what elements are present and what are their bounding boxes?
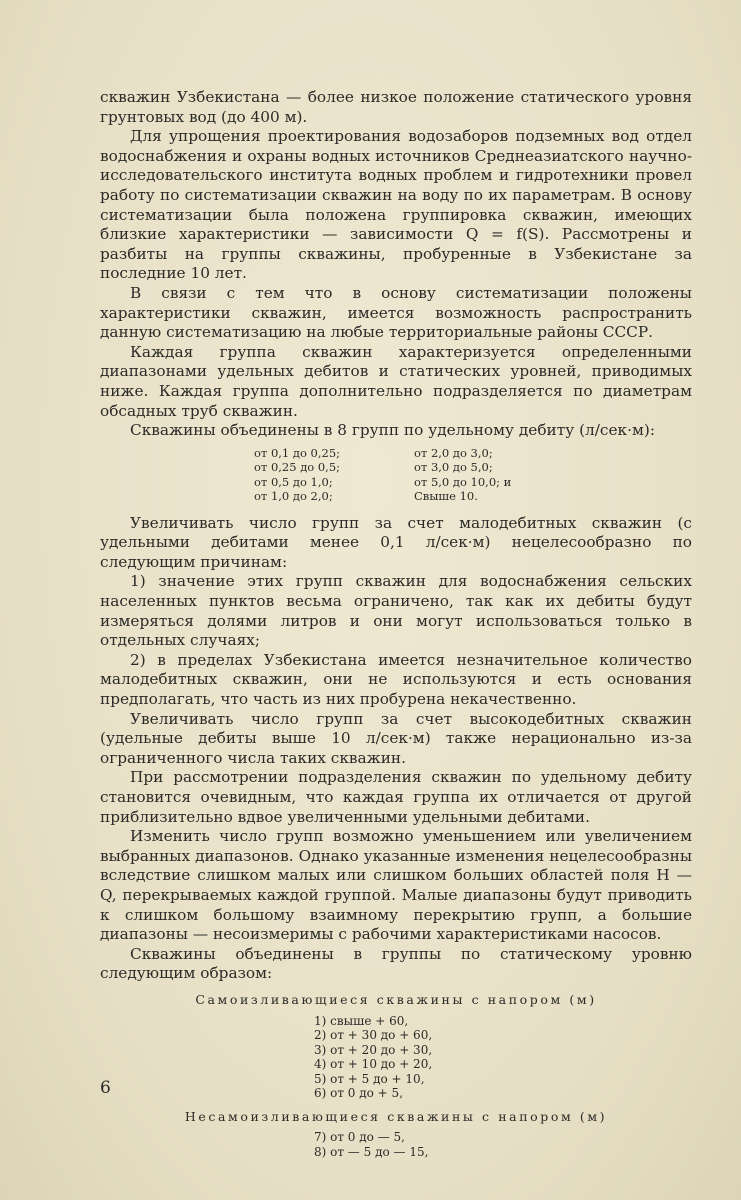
paragraph-1: скважин Узбекистана — более низкое положение статического уровня грунтовых вод (до 400 м). (100, 88, 692, 126)
non-self-flowing-heading: Несамоизливающиеся скважины с напором (м) (184, 1108, 608, 1124)
paragraph-11: Изменить число групп возможно уменьшением или увеличением выбранных диапазонов. Однако указанные изменения нецелесообразны вследствие слишком малых или слишком больших областей поля H — Q, перекрываемых каждой группой. Малые диапазоны будут приводить к слишком большому взаимному перекрытию групп, а большие диапазоны — несоизмеримы с рабочими характеристиками насосов. (100, 827, 692, 944)
debit-range-item: от 2,0 до 3,0; (414, 445, 493, 460)
non-self-flowing-list (314, 1130, 692, 1159)
list-item: 8) от — 5 до — 15, (314, 1144, 429, 1159)
self-flowing-list (314, 1014, 692, 1101)
debit-range-item: от 3,0 до 5,0; (414, 460, 493, 475)
list-item: 6) от 0 до + 5, (314, 1086, 404, 1101)
paragraph-8: 2) в пределах Узбекистана имеется незначительное количество малодебитных скважин, они не используются и есть основания предполагать, что часть из них пробурена некачественно. (100, 650, 692, 709)
list-item: 7) от 0 до — 5, (314, 1130, 405, 1145)
paragraph-4: Каждая группа скважин характеризуется определенными диапазонами удельных дебитов и статических уровней, приводимых ниже. Каждая группа дополнительно подразделяется по диаметрам обсадных труб скважин. (100, 342, 692, 420)
debit-range-item: Свыше 10. (414, 489, 478, 504)
self-flowing-heading: Самоизливающиеся скважины с напором (м) (195, 991, 597, 1007)
debit-range-item: от 0,5 до 1,0; (254, 474, 333, 489)
debit-range-item: от 0,25 до 0,5; (254, 460, 341, 475)
list-item: 3) от + 20 до + 30, (314, 1042, 433, 1057)
list-item: 2) от + 30 до + 60, (314, 1028, 433, 1043)
paragraph-9: Увеличивать число групп за счет высокодебитных скважин (удельные дебиты выше 10 л/сек·м) также нерационально из-за ограниченного числа таких скважин. (100, 709, 692, 767)
paragraph-5: Скважины объединены в 8 групп по удельному дебиту (л/сек·м): (130, 421, 655, 440)
debit-ranges-table (254, 446, 692, 504)
list-item: 5) от + 5 до + 10, (314, 1071, 425, 1086)
debit-range-item: от 0,1 до 0,25; (254, 445, 341, 460)
paragraph-2: Для упрощения проектирования водозаборов подземных вод отдел водоснабжения и охраны водных источников Среднеазиатского научно-исследовательского института водных проблем и гидротехники провел работу по систематизации скважин на воду по их параметрам. В основу систематизации была положена группировка скважин, имеющих близкие характеристики — зависимости Q = f(S). Рассмотрены и разбиты на группы скважины, пробуренные в Узбекистане за последние 10 лет. (100, 127, 692, 283)
debit-range-item: от 5,0 до 10,0; и (414, 474, 512, 489)
paragraph-6: Увеличивать число групп за счет малодебитных скважин (с удельными дебитами менее 0,1 л/сек·м) нецелесообразно по следующим причинам: (100, 513, 692, 571)
paragraph-7: 1) значение этих групп скважин для водоснабжения сельских населенных пунктов весьма ограничено, так как их дебиты будут измеряться долями литров и они могут использоваться только в отдельных случаях; (100, 572, 692, 650)
paragraph-12: Скважины объединены в группы по статическому уровню следующим образом: (100, 944, 692, 983)
list-item: 1) свыше + 60, (314, 1013, 409, 1028)
debit-range-item: от 1,0 до 2,0; (254, 489, 333, 504)
page-number: 6 (100, 1078, 111, 1098)
page-body (100, 88, 692, 1159)
paragraph-10: При рассмотрении подразделения скважин по удельному дебиту становится очевидным, что каждая группа их отличается от другой приблизительно вдвое увеличенными удельными дебитами. (100, 768, 692, 826)
paragraph-3: В связи с тем что в основу систематизации положены характеристики скважин, имеется возможность распространить данную систематизацию на любые территориальные районы СССР. (100, 283, 692, 342)
list-item: 4) от + 10 до + 20, (314, 1057, 433, 1072)
